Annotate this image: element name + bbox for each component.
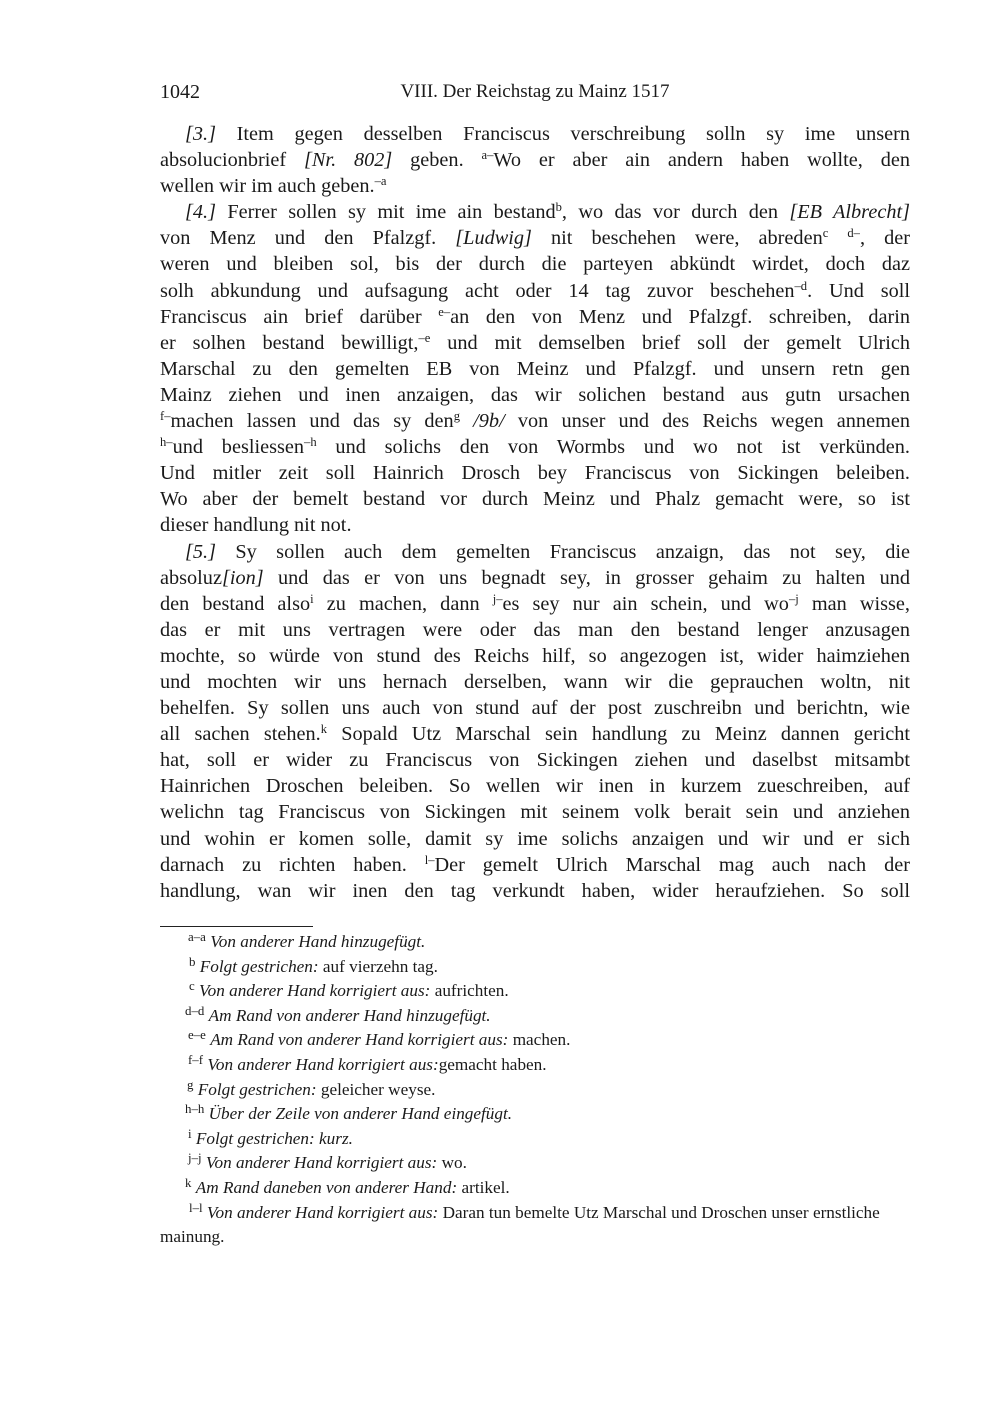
text-run: . Und soll: [807, 279, 910, 302]
text-line: [160, 512, 910, 538]
italic-text: Am Rand von anderer Hand korrigiert aus:: [210, 1030, 509, 1050]
footnote-label: g: [187, 1077, 194, 1092]
italic-text: Folgt gestrichen: kurz.: [195, 1128, 353, 1148]
text-run: das er mit uns vertragen were oder das man den bestand lenger anzusagen: [160, 618, 910, 641]
text-line: [160, 617, 910, 643]
text-run: und solichs den von Wormbs und wo not ist verkünden.: [316, 436, 910, 459]
footnote: [160, 1176, 910, 1201]
text-run: absoluz: [160, 566, 222, 589]
text-run: an den von Menz und Pfalzgf. schreiben, darin: [450, 305, 910, 328]
footnote-marker: f–: [160, 409, 171, 424]
text-run: mochte, so würde von stund des Reichs hilf, so angezogen ist, wider haimziehen: [160, 644, 910, 667]
footnote-marker: j–: [492, 591, 503, 606]
text-line: [160, 669, 910, 695]
text-run: , wo das vor durch den: [561, 201, 790, 224]
text-line: [160, 304, 910, 330]
footnote-label: f–f: [188, 1053, 204, 1068]
text-line: [160, 747, 910, 773]
footnotes: [160, 930, 910, 1250]
text-run: welichn tag Franciscus von Sickingen mit seinem volk berait sein und anziehen: [160, 801, 910, 824]
text-run: [460, 410, 473, 432]
text-run: geleicher weyse.: [316, 1079, 436, 1099]
text-run: Wo er aber ain andern haben wollte, den: [493, 149, 910, 172]
footnote: [160, 1201, 910, 1250]
footnote-marker: d–: [847, 226, 860, 241]
text-run: und das er von uns begnadt sey, in grosser gehaim zu halten und: [263, 566, 910, 589]
footnote-label: h–h: [185, 1102, 205, 1117]
text-run: Der gemelt Ulrich Marschal mag auch nach der: [434, 853, 910, 876]
text-run: solh abkundung und aufsagung acht oder 14 tag zuvor beschehen: [160, 279, 795, 302]
text-run: Mainz ziehen und inen anzaigen, das wir solichen bestand aus gutn ursachen: [160, 383, 910, 406]
text-line: [160, 591, 910, 617]
footnote-marker: –h: [304, 435, 317, 450]
italic-text: [ion]: [221, 566, 264, 589]
footnote-marker: b: [555, 200, 562, 215]
text-run: behelfen. Sy sollen uns auch von stund auf der post zuschreibn und berichtn, wie: [160, 697, 910, 720]
italic-text: Am Rand daneben von anderer Hand:: [195, 1177, 458, 1197]
text-run: darnach zu richten haben.: [160, 853, 425, 876]
text-line: [160, 121, 910, 147]
footnote-marker: h–: [160, 435, 173, 450]
footnote-marker: e–: [438, 304, 451, 319]
text-run: handlung, wan wir inen den tag verkundt haben, wider heraufziehen. So soll: [160, 879, 910, 902]
text-line: [160, 799, 910, 825]
italic-text: Am Rand von anderer Hand hinzugefügt.: [208, 1005, 491, 1025]
text-line: [160, 173, 910, 199]
text-line: [160, 199, 910, 225]
text-run: er solhen bestand bewilligt,: [160, 331, 419, 354]
footnote-label: j–j: [188, 1151, 202, 1166]
running-title: VIII. Der Reichstag zu Mainz 1517: [400, 81, 670, 102]
footnote-marker: a–: [481, 148, 494, 163]
italic-text: Von anderer Hand korrigiert aus:: [206, 1202, 439, 1222]
text-run: all sachen stehen.: [160, 723, 321, 746]
footnote-marker: –a: [374, 174, 387, 189]
text-line: [160, 434, 910, 460]
text-run: absolucionbrief: [160, 149, 304, 172]
italic-text: [Nr. 802]: [304, 149, 393, 172]
footnote-divider: [160, 926, 313, 927]
footnote-label: l–l: [189, 1200, 203, 1215]
text-line: [160, 721, 910, 747]
footnote-marker: i: [310, 591, 314, 606]
text-run: machen.: [508, 1030, 571, 1050]
footnote: [160, 955, 910, 980]
text-run: Sopald Utz Marschal sein handlung zu Meinz dannen gericht: [327, 723, 910, 746]
footnote-label: e–e: [188, 1028, 206, 1043]
text-run: geben.: [392, 149, 482, 172]
footnote-marker: –d: [794, 278, 808, 293]
text-line: [160, 330, 910, 356]
text-line: [160, 539, 910, 565]
text-line: [160, 225, 910, 251]
footnote-label: a–a: [188, 930, 206, 945]
italic-text: /9b/: [473, 410, 505, 433]
text-run: artikel.: [457, 1177, 510, 1197]
text-run: machen lassen und das sy den: [170, 410, 454, 433]
footnote: [160, 979, 910, 1004]
italic-text: [4.]: [185, 201, 216, 224]
text-run: auf vierzehn tag.: [318, 956, 438, 976]
text-run: Franciscus ain brief darüber: [160, 305, 439, 328]
text-run: wellen wir im auch geben.: [160, 175, 375, 198]
italic-text: Von anderer Hand hinzugefügt.: [210, 932, 426, 951]
italic-text: Von anderer Hand korrigiert aus:: [199, 981, 431, 1001]
text-line: [160, 878, 910, 904]
text-run: es sey nur ain schein, und wo: [502, 592, 789, 615]
text-run: Daran tun bemelte Utz Marschal und Droschen unser ernstliche mainung.: [160, 1202, 880, 1247]
text-run: zu machen, dann: [313, 592, 493, 615]
footnote: [160, 1078, 910, 1103]
text-run: , der: [859, 227, 911, 250]
text-line: [160, 251, 910, 277]
text-run: nit beschehen were, abreden: [531, 227, 823, 250]
italic-text: Über der Zeile von anderer Hand eingefügt.: [208, 1104, 513, 1124]
page-number: 1042: [160, 81, 200, 103]
text-line: [160, 486, 910, 512]
footnote: [160, 930, 910, 955]
footnote-label: c: [189, 979, 195, 994]
text-line: [160, 826, 910, 852]
footnote: [160, 1102, 910, 1127]
main-text: [160, 121, 910, 904]
text-run: aufrichten.: [430, 981, 509, 1001]
footnote: [160, 1151, 910, 1176]
text-run: und mit demselben brief soll der gemelt Ulrich: [430, 331, 910, 354]
footnote-marker: l–: [424, 852, 435, 867]
footnote-label: d–d: [185, 1003, 205, 1018]
text-run: und mochten wir uns hernach derselben, wann wir die geprauchen woltn, nit: [160, 670, 910, 693]
text-run: Und mitler zeit soll Hainrich Drosch bey Franciscus von Sickingen beleiben.: [160, 462, 910, 485]
text-run: gemacht haben.: [438, 1054, 547, 1074]
italic-text: [5.]: [185, 540, 216, 563]
text-run: und besliessen: [172, 436, 305, 459]
text-line: [160, 356, 910, 382]
text-run: von unser und des Reichs wegen annemen: [504, 410, 910, 433]
page-header: [160, 79, 910, 105]
italic-text: [3.]: [185, 123, 216, 145]
text-run: hat, soll er wider zu Franciscus von Sickingen ziehen und daselbst mitsambt: [160, 749, 910, 772]
footnote: [160, 1028, 910, 1053]
footnote: [160, 1053, 910, 1078]
text-run: Item gegen desselben Franciscus verschreibung solln sy ime unsern: [216, 123, 910, 145]
text-line: [160, 278, 910, 304]
text-run: Sy sollen auch dem gemelten Franciscus anzaign, das not sey, die: [216, 540, 910, 563]
text-run: Ferrer sollen sy mit ime ain bestand: [216, 201, 556, 224]
text-run: weren und bleiben sol, bis der durch die parteyen abkündt wirdet, doch daz: [160, 253, 910, 276]
footnote-label: i: [188, 1126, 192, 1141]
footnote: [160, 1004, 910, 1029]
text-run: man wisse,: [798, 592, 911, 615]
text-run: von Menz und den Pfalzgf.: [160, 227, 456, 250]
text-line: [160, 147, 910, 173]
text-line: [160, 408, 910, 434]
italic-text: Von anderer Hand korrigiert aus:: [205, 1153, 438, 1173]
text-line: [160, 565, 910, 591]
footnote-marker: –e: [418, 330, 431, 345]
text-line: [160, 695, 910, 721]
italic-text: Folgt gestrichen:: [197, 1079, 317, 1099]
text-line: [160, 773, 910, 799]
text-run: Marschal zu den gemelten EB von Meinz und Pfalzgf. und unsern retn gen: [160, 357, 910, 380]
text-run: [828, 227, 847, 249]
footnote-marker: c: [822, 226, 829, 241]
footnote-label: b: [189, 954, 196, 969]
footnote-marker: k: [320, 722, 328, 737]
text-run: und wohin er komen solle, damit sy ime solichs anzaigen und wir und er sich: [160, 827, 910, 850]
text-line: [160, 852, 910, 878]
text-line: [160, 382, 910, 408]
text-line: [160, 460, 910, 486]
footnote-marker: –j: [788, 591, 799, 606]
text-run: wo.: [437, 1153, 467, 1173]
text-run: dieser handlung nit not.: [160, 514, 352, 537]
italic-text: Folgt gestrichen:: [199, 956, 319, 976]
text-run: Wo aber der bemelt bestand vor durch Meinz und Phalz gemacht were, so ist: [160, 488, 910, 511]
text-line: [160, 643, 910, 669]
footnote-label: k: [185, 1176, 192, 1191]
footnote-marker: g: [453, 409, 460, 424]
text-run: Hainrichen Droschen beleiben. So wellen wir inen in kurzem zueschreiben, auf: [160, 775, 910, 798]
footnote: [160, 1127, 910, 1152]
text-run: den bestand also: [160, 592, 311, 615]
italic-text: [EB Albrecht]: [789, 201, 910, 224]
italic-text: Von anderer Hand korrigiert aus:: [207, 1054, 439, 1074]
italic-text: [Ludwig]: [455, 227, 532, 250]
